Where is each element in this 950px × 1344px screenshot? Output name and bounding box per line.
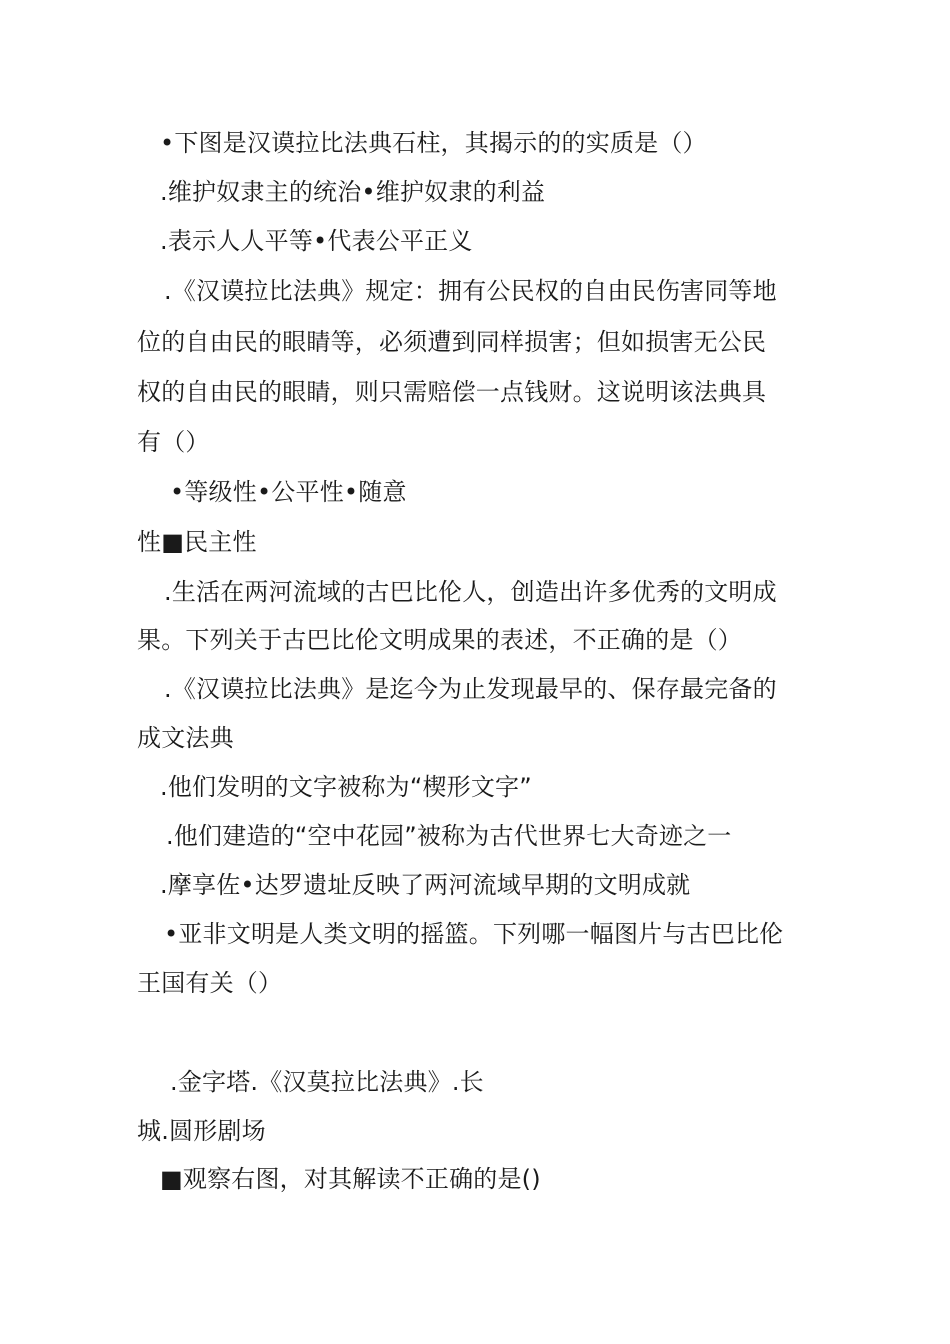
question-3-option-b: .他们发明的文字被称为“楔形文字” bbox=[160, 773, 532, 801]
question-2-options-line-2: 性■民主性 bbox=[137, 528, 257, 556]
question-4-options-line-1: .金字塔.《汉莫拉比法典》.长 bbox=[170, 1068, 484, 1096]
question-1-options-cd: .表示人人平等•代表公平正义 bbox=[160, 227, 473, 255]
question-2-stem-line-2: 位的自由民的眼睛等，必须遭到同样损害；但如损害无公民 bbox=[137, 328, 767, 356]
question-4-stem-line-1: •亚非文明是人类文明的摇篮。下列哪一幅图片与古巴比伦 bbox=[164, 920, 784, 948]
question-3-stem-line-2: 果。下列关于古巴比伦文明成果的表述，不正确的是（） bbox=[137, 626, 742, 654]
question-4-stem-line-2: 王国有关（） bbox=[137, 969, 283, 997]
question-5-stem: ■观察右图，对其解读不正确的是() bbox=[160, 1165, 541, 1193]
question-3-option-a-line-1: .《汉谟拉比法典》是迄今为止发现最早的、保存最完备的 bbox=[164, 675, 777, 703]
question-4-options-line-2: 城.圆形剧场 bbox=[137, 1117, 266, 1145]
question-2-stem-line-1: .《汉谟拉比法典》规定：拥有公民权的自由民伤害同等地 bbox=[164, 277, 777, 305]
question-2-options-line-1: •等级性•公平性•随意 bbox=[170, 478, 407, 506]
question-1-options-ab: .维护奴隶主的统治•维护奴隶的利益 bbox=[160, 178, 546, 206]
question-3-option-d: .摩享佐•达罗遗址反映了两河流域早期的文明成就 bbox=[160, 871, 691, 899]
question-3-option-a-line-2: 成文法典 bbox=[137, 724, 234, 752]
question-2-stem-line-3: 权的自由民的眼睛，则只需赔偿一点钱财。这说明该法典具 bbox=[137, 378, 767, 406]
question-1-stem: •下图是汉谟拉比法典石柱，其揭示的的实质是（） bbox=[160, 129, 707, 157]
question-3-option-c: .他们建造的“空中花园”被称为古代世界七大奇迹之一 bbox=[166, 822, 732, 850]
question-3-stem-line-1: .生活在两河流域的古巴比伦人，创造出许多优秀的文明成 bbox=[164, 578, 777, 606]
question-2-stem-line-4: 有（） bbox=[137, 428, 210, 456]
